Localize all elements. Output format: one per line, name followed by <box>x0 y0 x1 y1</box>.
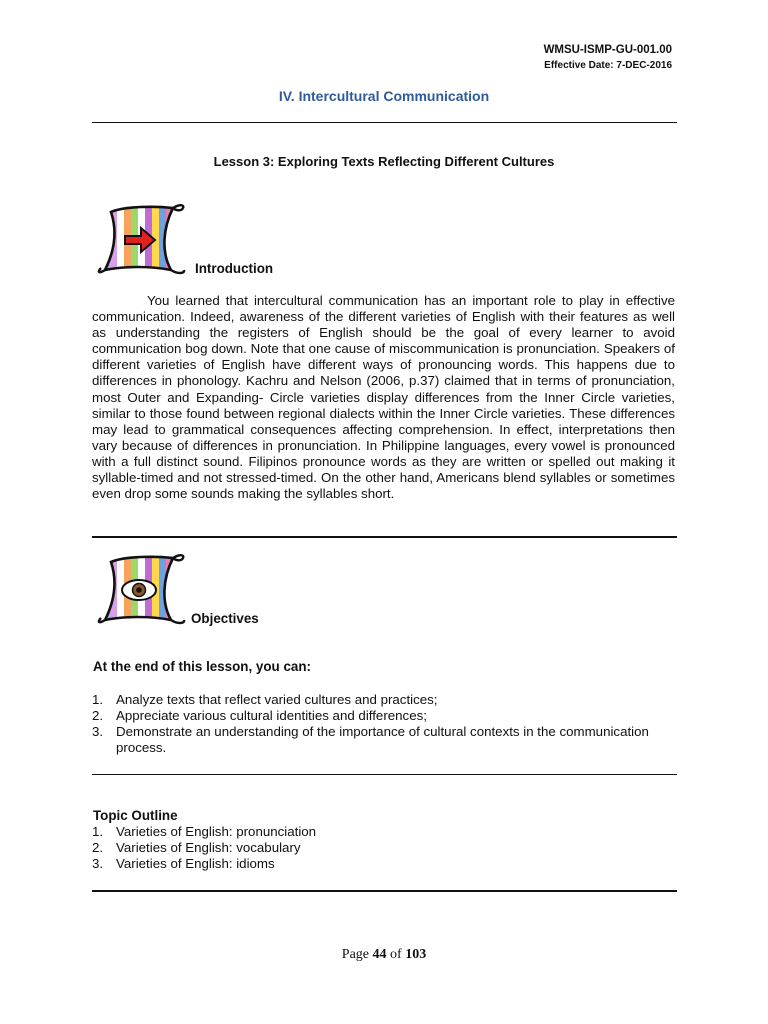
list-item <box>92 708 652 724</box>
page-word: Page <box>341 947 370 962</box>
objectives-divider <box>92 774 677 775</box>
list-item <box>92 724 652 756</box>
list-item-text: Demonstrate an understanding of the importance of cultural contexts in the communication process. <box>116 724 649 756</box>
list-item <box>92 840 652 856</box>
current-page: 44 <box>372 947 387 962</box>
topic-outline-heading: Topic Outline <box>93 808 178 823</box>
list-item-text: Varieties of English: idioms <box>116 856 275 872</box>
eye-scroll-icon <box>95 550 187 630</box>
list-item-text: Varieties of English: vocabulary <box>116 840 301 856</box>
list-item <box>92 692 652 708</box>
objectives-list <box>92 692 652 756</box>
topic-outline-list <box>92 824 652 872</box>
document-code: WMSU-ISMP-GU-001.00 <box>543 44 672 56</box>
header-divider <box>92 122 677 123</box>
arrow-scroll-icon <box>95 200 187 280</box>
list-item-text: Varieties of English: pronunciation <box>116 824 317 839</box>
list-item-number: 3. <box>92 724 104 740</box>
list-item-number: 2. <box>92 840 104 856</box>
list-item-text: Appreciate various cultural identities and differences; <box>116 708 427 724</box>
effective-date: Effective Date: 7-DEC-2016 <box>544 60 672 71</box>
total-pages: 103 <box>405 947 427 962</box>
introduction-paragraph: You learned that intercultural communication has an important role to play in effective communication. Indeed, awareness of the different varieties of English with their features as well as understanding the registers of English should be the goal of every learner to avoid communication bog down. Note that one cause of miscommunication is pronunciation. Speakers of different varieties of English have different ways of pronouncing words. This happens due to differences in phonology. Kachru and Nelson (2006, p.37) claimed that in terms of pronunciation, most Outer and Expanding- Circle varieties display differences from the Inner Circle varieties, similar to those found between regional dialects within the Inner Circle varieties. These differences may lead to grammatical consequences affecting comprehension. In effect, interpretations then vary because of differences in pronunciation. In Philippine languages, every vowel is pronounced with a full distinct sound. Filipinos pronounce words as they are written or spelled out making it syllable-timed and not stressed-timed. On the other hand, Americans blend syllables or sometimes even drop some sounds making the syllables short. <box>92 293 675 502</box>
list-item-number: 2. <box>92 708 104 724</box>
page-number <box>0 947 768 963</box>
list-item <box>92 856 652 872</box>
list-item <box>92 824 652 840</box>
list-item-number: 1. <box>92 692 104 707</box>
list-item-text: Analyze texts that reflect varied cultures and practices; <box>116 692 438 707</box>
introduction-heading: Introduction <box>195 261 274 276</box>
section-title: IV. Intercultural Communication <box>278 88 490 104</box>
objectives-lead: At the end of this lesson, you can: <box>93 659 311 674</box>
list-item-number: 1. <box>92 824 104 839</box>
introduction-divider <box>92 536 677 538</box>
document-header-code <box>544 43 672 73</box>
list-item-number: 3. <box>92 856 104 872</box>
of-word: of <box>390 947 402 962</box>
topic-outline-divider <box>92 890 677 892</box>
objectives-heading: Objectives <box>191 611 259 626</box>
lesson-title: Lesson 3: Exploring Texts Reflecting Different Cultures <box>213 154 555 169</box>
